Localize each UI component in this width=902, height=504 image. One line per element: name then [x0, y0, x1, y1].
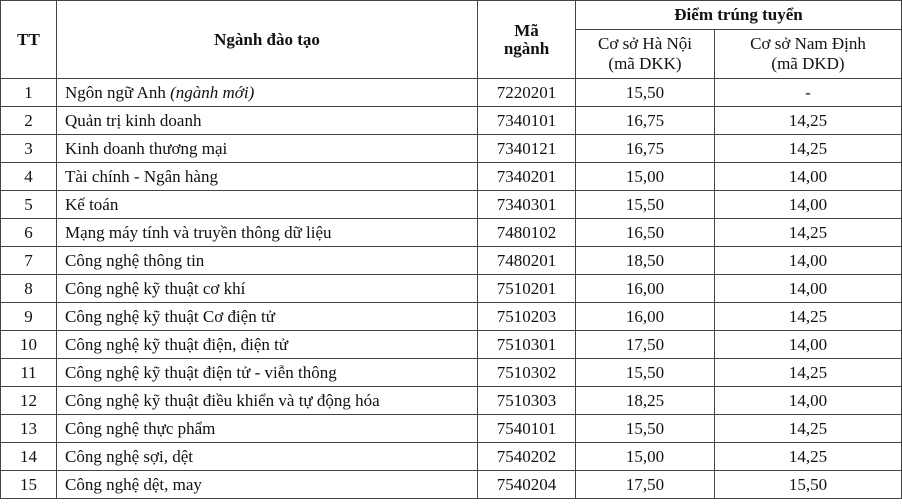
cell-code: 7340121 — [478, 135, 576, 163]
cell-tt: 6 — [1, 219, 57, 247]
cell-code: 7340101 — [478, 107, 576, 135]
cell-major — [57, 303, 478, 331]
major-name: Công nghệ dệt, may — [65, 474, 202, 494]
major-name: Công nghệ sợi, dệt — [65, 446, 193, 466]
major-name: Kinh doanh thương mại — [65, 138, 228, 158]
cell-hanoi-score: 17,50 — [576, 471, 715, 499]
table-row — [1, 387, 902, 415]
major-name: Kế toán — [65, 194, 119, 214]
major-name: Công nghệ kỹ thuật cơ khí — [65, 278, 246, 298]
table-row — [1, 191, 902, 219]
cell-tt: 14 — [1, 443, 57, 471]
cell-tt: 8 — [1, 275, 57, 303]
table-row — [1, 163, 902, 191]
cell-code: 7540204 — [478, 471, 576, 499]
cell-code: 7510303 — [478, 387, 576, 415]
cell-namdinh-score: 14,00 — [715, 163, 902, 191]
major-name: Tài chính - Ngân hàng — [65, 166, 218, 186]
cell-code: 7510301 — [478, 331, 576, 359]
cell-namdinh-score: 14,00 — [715, 331, 902, 359]
table-row — [1, 331, 902, 359]
table-row — [1, 443, 902, 471]
cell-hanoi-score: 16,75 — [576, 107, 715, 135]
cell-namdinh-score: 14,00 — [715, 275, 902, 303]
cell-major — [57, 79, 478, 107]
cell-hanoi-score: 15,00 — [576, 443, 715, 471]
cell-code: 7540202 — [478, 443, 576, 471]
cell-hanoi-score: 15,50 — [576, 359, 715, 387]
table-body — [1, 79, 902, 499]
table-row — [1, 107, 902, 135]
cell-namdinh-score: 14,25 — [715, 219, 902, 247]
cell-tt: 9 — [1, 303, 57, 331]
table-row — [1, 471, 902, 499]
cell-major — [57, 387, 478, 415]
cell-namdinh-score: 14,25 — [715, 303, 902, 331]
cell-namdinh-score: 14,00 — [715, 387, 902, 415]
cell-namdinh-score: 14,00 — [715, 191, 902, 219]
cell-major — [57, 219, 478, 247]
header-tt: TT — [1, 1, 57, 79]
cell-major — [57, 443, 478, 471]
cell-code: 7220201 — [478, 79, 576, 107]
table-row — [1, 135, 902, 163]
major-name: Công nghệ kỹ thuật Cơ điện tử — [65, 306, 275, 326]
major-name: Công nghệ kỹ thuật điều khiển và tự động hóa — [65, 390, 380, 410]
cell-major — [57, 107, 478, 135]
header-code-line2: ngành — [503, 38, 550, 58]
cell-tt: 5 — [1, 191, 57, 219]
header-namdinh-line1: Cơ sở Nam Định — [750, 34, 866, 53]
table-row — [1, 359, 902, 387]
major-name: Công nghệ kỹ thuật điện tử - viễn thông — [65, 362, 337, 382]
header-code — [478, 1, 576, 79]
cell-hanoi-score: 17,50 — [576, 331, 715, 359]
cell-hanoi-score: 15,00 — [576, 163, 715, 191]
cell-major — [57, 415, 478, 443]
header-hanoi-line2: (mã DKK) — [608, 54, 682, 73]
header-score-group: Điểm trúng tuyển — [576, 1, 902, 30]
major-name: Công nghệ thực phẩm — [65, 418, 216, 438]
cell-tt: 7 — [1, 247, 57, 275]
cell-hanoi-score: 16,00 — [576, 303, 715, 331]
cell-code: 7340201 — [478, 163, 576, 191]
header-namdinh-line2: (mã DKD) — [771, 54, 845, 73]
major-name: Ngôn ngữ Anh — [65, 82, 166, 102]
cell-hanoi-score: 15,50 — [576, 79, 715, 107]
cell-tt: 10 — [1, 331, 57, 359]
cell-hanoi-score: 18,25 — [576, 387, 715, 415]
cell-tt: 2 — [1, 107, 57, 135]
cell-major — [57, 135, 478, 163]
cell-tt: 4 — [1, 163, 57, 191]
header-code-line1: Mã — [514, 20, 539, 40]
header-major: Ngành đào tạo — [57, 1, 478, 79]
table-row — [1, 219, 902, 247]
table-row — [1, 275, 902, 303]
cell-namdinh-score: 14,00 — [715, 247, 902, 275]
cell-major — [57, 331, 478, 359]
cell-major — [57, 191, 478, 219]
major-name: Công nghệ kỹ thuật điện, điện tử — [65, 334, 289, 354]
cell-tt: 11 — [1, 359, 57, 387]
cell-hanoi-score: 15,50 — [576, 415, 715, 443]
table-row — [1, 247, 902, 275]
major-note: (ngành mới) — [170, 82, 255, 102]
cell-major — [57, 163, 478, 191]
table-row — [1, 303, 902, 331]
cell-hanoi-score: 15,50 — [576, 191, 715, 219]
cell-tt: 3 — [1, 135, 57, 163]
cell-namdinh-score: 14,25 — [715, 107, 902, 135]
table-row — [1, 415, 902, 443]
cell-major — [57, 247, 478, 275]
header-hanoi-line1: Cơ sở Hà Nội — [597, 34, 692, 53]
cell-tt: 1 — [1, 79, 57, 107]
cell-hanoi-score: 18,50 — [576, 247, 715, 275]
major-name: Quản trị kinh doanh — [65, 110, 202, 130]
major-name: Mạng máy tính và truyền thông dữ liệu — [65, 222, 332, 242]
header-hanoi — [576, 30, 715, 79]
cell-major — [57, 275, 478, 303]
cell-tt: 12 — [1, 387, 57, 415]
cell-code: 7510201 — [478, 275, 576, 303]
cell-hanoi-score: 16,50 — [576, 219, 715, 247]
cell-major — [57, 359, 478, 387]
cell-code: 7510203 — [478, 303, 576, 331]
cell-code: 7480201 — [478, 247, 576, 275]
cell-namdinh-score: 14,25 — [715, 443, 902, 471]
cell-namdinh-score: 15,50 — [715, 471, 902, 499]
cell-hanoi-score: 16,00 — [576, 275, 715, 303]
header-namdinh — [715, 30, 902, 79]
table-row — [1, 79, 902, 107]
cell-hanoi-score: 16,75 — [576, 135, 715, 163]
cell-code: 7480102 — [478, 219, 576, 247]
cell-namdinh-score: - — [715, 79, 902, 107]
major-name: Công nghệ thông tin — [65, 250, 205, 270]
cell-tt: 15 — [1, 471, 57, 499]
cell-code: 7340301 — [478, 191, 576, 219]
cell-code: 7540101 — [478, 415, 576, 443]
cell-namdinh-score: 14,25 — [715, 415, 902, 443]
cell-namdinh-score: 14,25 — [715, 135, 902, 163]
header-row — [1, 1, 902, 30]
cell-tt: 13 — [1, 415, 57, 443]
cell-namdinh-score: 14,25 — [715, 359, 902, 387]
cell-major — [57, 471, 478, 499]
cell-code: 7510302 — [478, 359, 576, 387]
